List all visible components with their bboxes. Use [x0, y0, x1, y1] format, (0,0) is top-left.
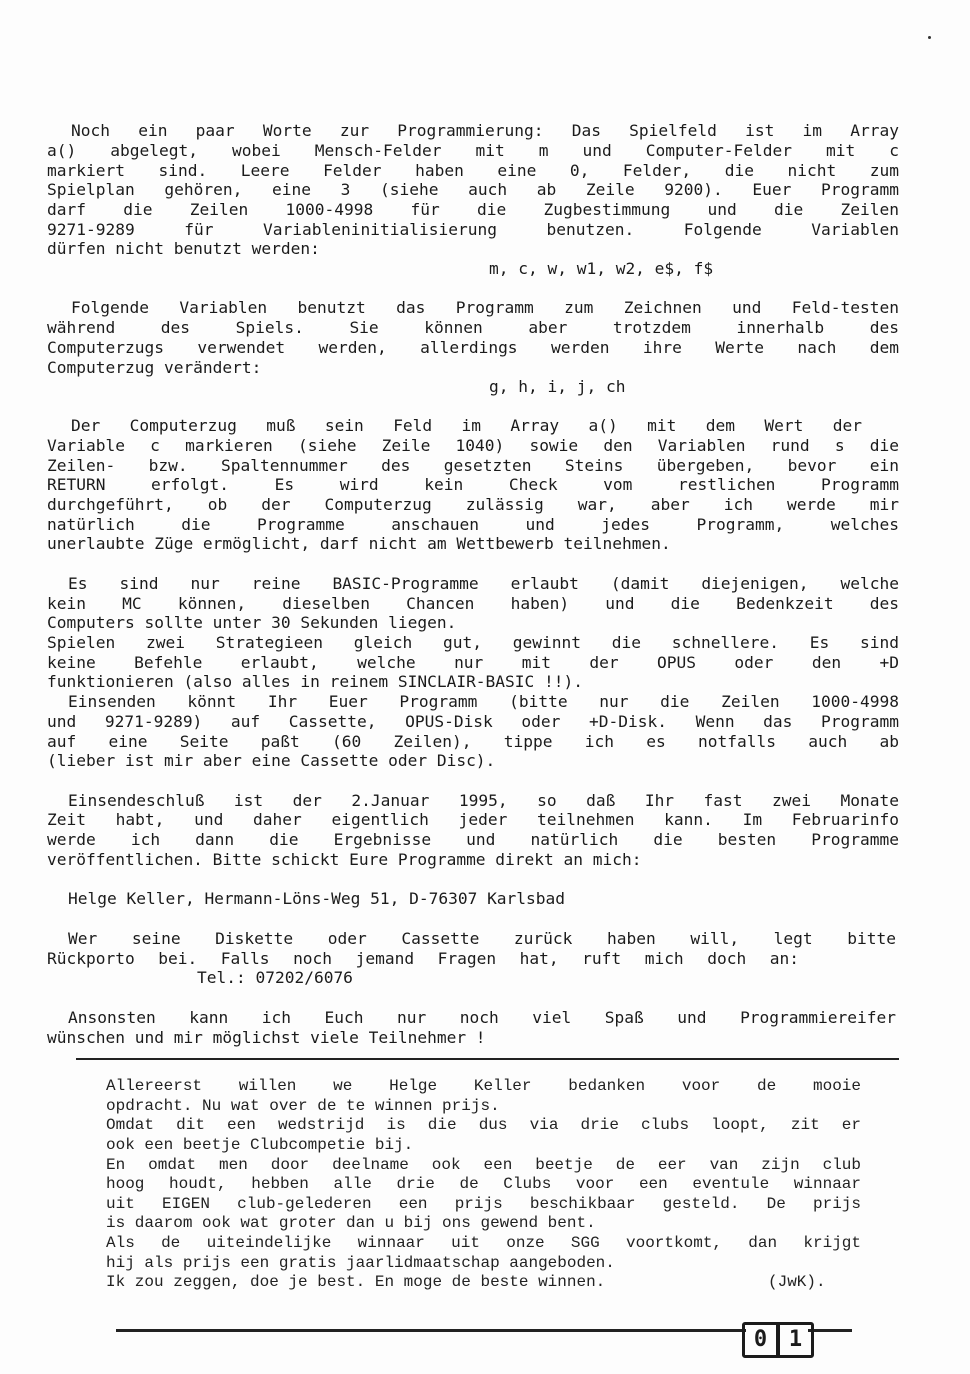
text-line: Einsendeschluß ist der 2.Januar 1995, so daß Ihr fast zwei Monate: [68, 791, 899, 810]
text-line: Computerzug verändert:: [47, 358, 262, 377]
text-line: Ansonsten kann ich Euch nur noch viel Spaß und Programmiereifer: [68, 1008, 896, 1027]
text-line: natürlich die Programme anschauen und jedes Programm, welches: [47, 515, 899, 534]
section-divider: [76, 1058, 899, 1060]
text-line: Einsenden könnt Ihr Euer Programm (bitte nur die Zeilen 1000-4998: [68, 692, 899, 711]
text-line: Als de uiteindelijke winnaar uit onze SGG voortkomt, dan krijgt: [106, 1234, 861, 1252]
text-line: opdracht. Nu wat over de te winnen prijs.: [106, 1097, 500, 1115]
text-line: dürfen nicht benutzt werden:: [47, 239, 320, 258]
text-line: a() abgelegt, wobei Mensch-Felder mit m und Computer-Felder mit c: [47, 141, 899, 160]
text-line: uit EIGEN club-gelederen een prijs beschikbaar gesteld. De prijs: [106, 1195, 861, 1213]
text-line: Der Computerzug muß sein Feld im Array a() mit dem Wert der: [71, 416, 862, 435]
text-line: werde ich dann die Ergebnisse und natürlich die besten Programme: [47, 830, 899, 849]
page-number-digit: 0: [745, 1325, 780, 1355]
footer-rule-left: [116, 1329, 746, 1332]
text-line: En omdat men door deelname ook een beetje de eer van zijn club: [106, 1156, 861, 1174]
text-line: Zeit habt, und daher eigentlich jeder teilnehmen kann. Im Februarinfo: [47, 810, 899, 829]
text-line: Wer seine Diskette oder Cassette zurück haben will, legt bitte: [68, 929, 896, 948]
text-line: Computers sollte unter 30 Sekunden liegen.: [47, 613, 457, 632]
text-line: Variable c markieren (siehe Zeile 1040) sowie den Variablen rund s die: [47, 436, 899, 455]
drawing-variables: g, h, i, j, ch: [489, 377, 626, 396]
text-line: markiert sind. Leere Felder haben eine 0, Felder, die nicht zum: [47, 161, 899, 180]
text-line: veröffentlichen. Bitte schickt Eure Programme direkt an mich:: [47, 850, 642, 869]
text-line: RETURN erfolgt. Es wird kein Check vom restlichen Programm: [47, 475, 899, 494]
text-line: Folgende Variablen benutzt das Programm zum Zeichnen und Feld-testen: [71, 298, 899, 317]
text-line: funktionieren (also alles in reinem SINCLAIR-BASIC !!).: [47, 672, 584, 691]
telephone-number: Tel.: 07202/6076: [197, 968, 353, 987]
text-line: (lieber ist mir aber eine Cassette oder Disc).: [47, 751, 496, 770]
text-line: Ik zou zeggen, doe je best. En moge de beste winnen.: [106, 1273, 606, 1291]
text-line: auf eine Seite paßt (60 Zeilen), tippe ich es notfalls auch ab: [47, 732, 899, 751]
text-line: Spielplan gehören, eine 3 (siehe auch ab Zeile 9200). Euer Programm: [47, 180, 899, 199]
text-line: Omdat dit een wedstrijd is die dus via drie clubs loopt, zit er: [106, 1116, 861, 1134]
text-line: Allereerst willen we Helge Keller bedanken voor de mooie: [106, 1077, 861, 1095]
text-line: und 9271-9289) auf Cassette, OPUS-Disk oder +D-Disk. Wenn das Programm: [47, 712, 899, 731]
text-line: Zeilen- bzw. Spaltennummer des gesetzten Steins übergeben, bevor ein: [47, 456, 899, 475]
text-line: kein MC können, dieselben Chancen haben) und die Bedenkzeit des: [47, 594, 899, 613]
text-line: Noch ein paar Worte zur Programmierung: Das Spielfeld ist im Array: [71, 121, 899, 140]
text-line: 9271-9289 für Variableninitialisierung benutzen. Folgende Variablen: [47, 220, 899, 239]
speck-mark: [928, 36, 931, 39]
author-address: Helge Keller, Hermann-Löns-Weg 51, D-76307 Karlsbad: [68, 889, 566, 908]
text-line: unerlaubte Züge ermöglicht, darf nicht am Wettbewerb teilnehmen.: [47, 534, 671, 553]
page-number-digit: 1: [788, 1327, 803, 1352]
text-line: darf die Zeilen 1000-4998 für die Zugbestimmung und die Zeilen: [47, 200, 899, 219]
text-line: ook een beetje Clubcompetie bij.: [106, 1136, 414, 1154]
text-line: keine Befehle erlaubt, welche nur mit der OPUS oder den +D: [47, 653, 899, 672]
signature: (JwK).: [768, 1273, 826, 1291]
text-line: Rückporto bei. Falls noch jemand Fragen hat, ruft mich doch an:: [47, 949, 799, 968]
footer-rule-right: [808, 1329, 852, 1332]
text-line: während des Spiels. Sie können aber trotzdem innerhalb des: [47, 318, 899, 337]
text-line: Es sind nur reine BASIC-Programme erlaubt (damit diejenigen, welche: [68, 574, 899, 593]
text-line: Spielen zwei Strategieen gleich gut, gewinnt die schnellere. Es sind: [47, 633, 899, 652]
text-line: Computerzugs verwendet werden, allerdings werden ihre Werte nach dem: [47, 338, 899, 357]
forbidden-variables: m, c, w, w1, w2, e$, f$: [489, 259, 714, 278]
text-line: wünschen und mir möglichst viele Teilnehmer !: [47, 1028, 486, 1047]
text-line: hoog houdt, hebben alle drie de Clubs voor een eventule winnaar: [106, 1175, 861, 1193]
page-number-box: [742, 1322, 814, 1358]
text-line: hij als prijs een gratis jaarlidmaatschap aangeboden.: [106, 1254, 615, 1272]
text-line: durchgeführt, ob der Computerzug zulässig war, aber ich werde mir: [47, 495, 899, 514]
text-line: is daarom ook wat groter dan u bij ons gewend bent.: [106, 1214, 596, 1232]
